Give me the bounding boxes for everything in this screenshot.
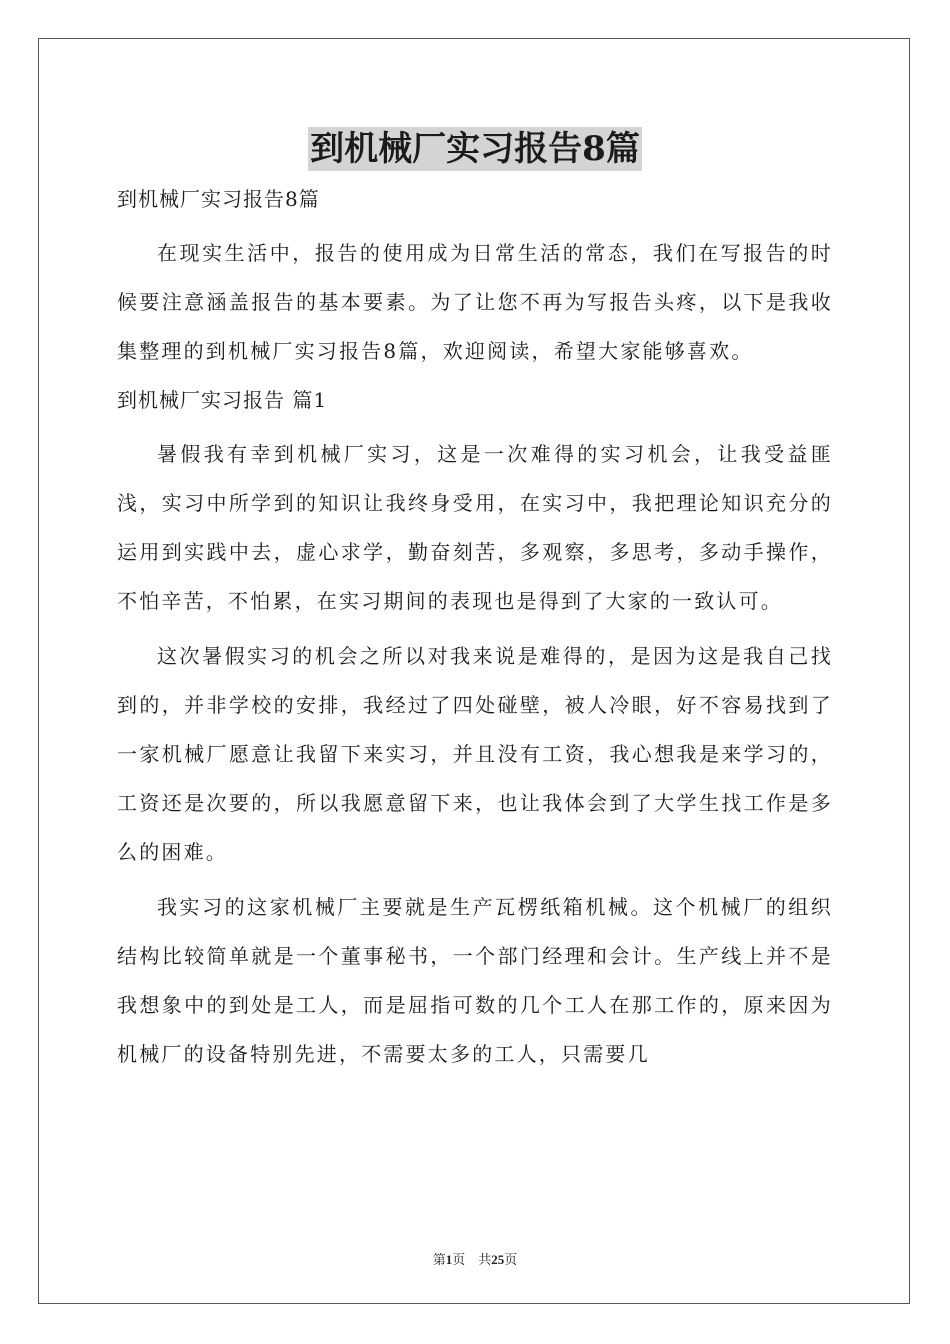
document-title: 到机械厂实习报告8篇: [310, 129, 640, 169]
section-heading: 到机械厂实习报告 篇1: [117, 388, 328, 412]
footer-current-page: 1: [445, 1252, 453, 1267]
document-body: [117, 181, 833, 1085]
footer-mid: 页 共: [452, 1252, 492, 1267]
body-paragraph-3: 我实习的这家机械厂主要就是生产瓦楞纸箱机械。这个机械厂的组织结构比较简单就是一个董事秘书，一个部门经理和会计。生产线上并不是我想象中的到处是工人，而是屈指可数的几个工人在那工作的，原来因为机械厂的设备特别先进，不需要太多的工人，只需要几: [117, 895, 833, 1066]
document-subtitle: 到机械厂实习报告8篇: [117, 187, 320, 211]
footer-suffix: 页: [504, 1252, 518, 1267]
page-footer: [0, 1249, 950, 1268]
footer-prefix: 第: [432, 1252, 446, 1267]
footer-total-pages: 25: [491, 1252, 505, 1267]
body-paragraph-1: 暑假我有幸到机械厂实习，这是一次难得的实习机会，让我受益匪浅，实习中所学到的知识让我终身受用，在实习中，我把理论知识充分的运用到实践中去，虚心求学，勤奋刻苦，多观察，多思考，多动手操作，不怕辛苦，不怕累，在实习期间的表现也是得到了大家的一致认可。: [117, 442, 833, 613]
body-paragraph-2: 这次暑假实习的机会之所以对我来说是难得的，是因为这是我自己找到的，并非学校的安排，我经过了四处碰壁，被人冷眼，好不容易找到了一家机械厂愿意让我留下来实习，并且没有工资，我心想我是来学习的，工资还是次要的，所以我愿意留下来，也让我体会到了大学生找工作是多么的困难。: [117, 644, 833, 864]
intro-paragraph: 在现实生活中，报告的使用成为日常生活的常态，我们在写报告的时候要注意涵盖报告的基本要素。为了让您不再为写报告头疼，以下是我收集整理的到机械厂实习报告8篇，欢迎阅读，希望大家能够喜欢。: [117, 241, 833, 363]
title-area: [0, 127, 950, 171]
